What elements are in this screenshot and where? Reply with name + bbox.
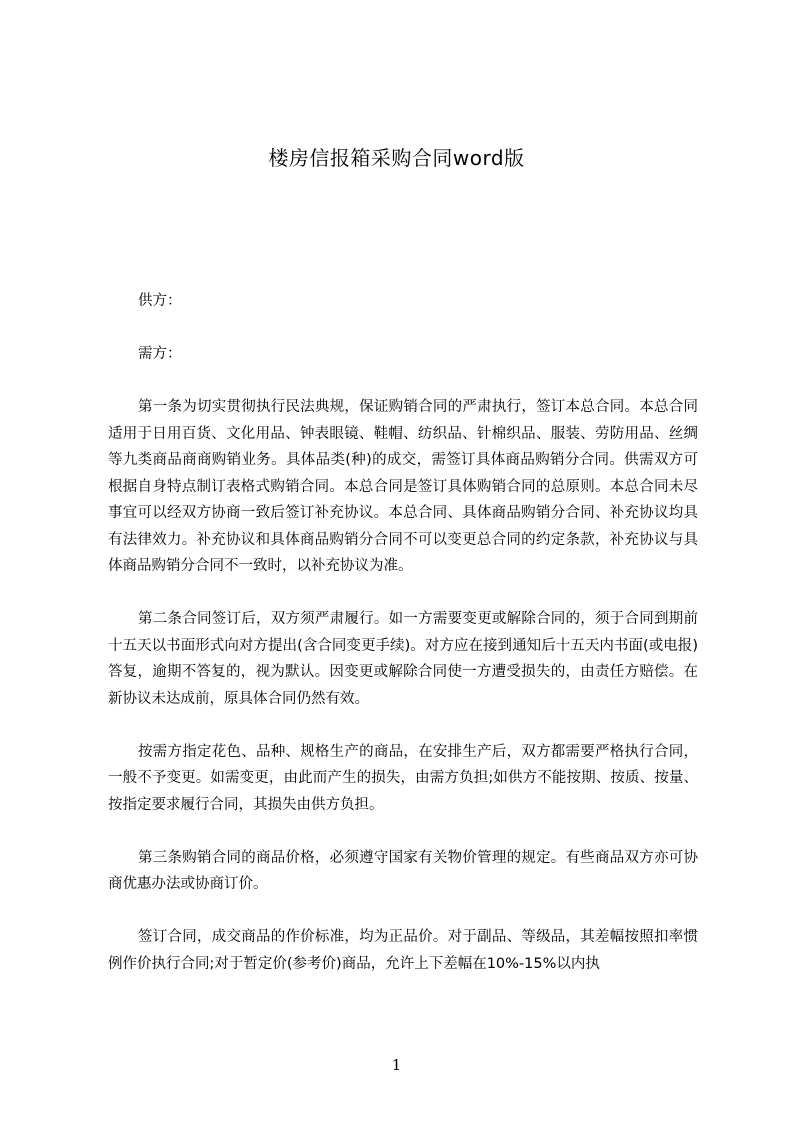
document-title: 楼房信报箱采购合同word版 bbox=[268, 146, 525, 170]
pricing-paragraph: 签订合同，成交商品的作价标准，均为正品价。对于副品、等级品，其差幅按照扣率惯例作价执行合同;对于暂定价(参考价)商品，允许上下差幅在10%-15%以内执 bbox=[108, 929, 698, 972]
document-body bbox=[108, 288, 698, 1004]
article-2-paragraph: 第二条合同签订后，双方须严肃履行。如一方需要变更或解除合同的，须于合同到期前十五天以书面形式向对方提出(含合同变更手续)。对方应在接到通知后十五天内书面(或电报)答复，逾期不答复的，视为默认。因变更或解除合同使一方遭受损失的，由责任方赔偿。在新协议未达成前，原具体合同仍然有效。 bbox=[108, 611, 698, 707]
article-1-paragraph: 第一条为切实贯彻执行民法典规，保证购销合同的严肃执行，签订本总合同。本总合同适用于日用百货、文化用品、钟表眼镜、鞋帽、纺织品、针棉织品、服装、劳防用品、丝绸等九类商品商商购销业务。具体品类(种)的成交，需签订具体商品购销分合同。供需双方可根据自身特点制订表格式购销合同。本总合同是签订具体购销合同的总原则。本总合同未尽事宜可以经双方协商一致后签订补充协议。本总合同、具体商品购销分合同、补充协议均具有法律效力。补充协议和具体商品购销分合同不可以变更总合同的约定条款，补充协议与具体商品购销分合同不一致时，以补充协议为准。 bbox=[108, 399, 698, 574]
custom-order-paragraph: 按需方指定花色、品种、规格生产的商品，在安排生产后，双方都需要严格执行合同，一般不予变更。如需变更，由此而产生的损失，由需方负担;如供方不能按期、按质、按量、按指定要求履行合同，其损失由供方负担。 bbox=[108, 743, 698, 813]
page-number: 1 bbox=[391, 1056, 402, 1074]
buyer-line: 需方： bbox=[138, 346, 182, 362]
article-3-paragraph: 第三条购销合同的商品价格，必须遵守国家有关物价管理的规定。有些商品双方亦可协商优惠办法或协商订价。 bbox=[108, 849, 698, 892]
supplier-line: 供方： bbox=[138, 293, 182, 309]
